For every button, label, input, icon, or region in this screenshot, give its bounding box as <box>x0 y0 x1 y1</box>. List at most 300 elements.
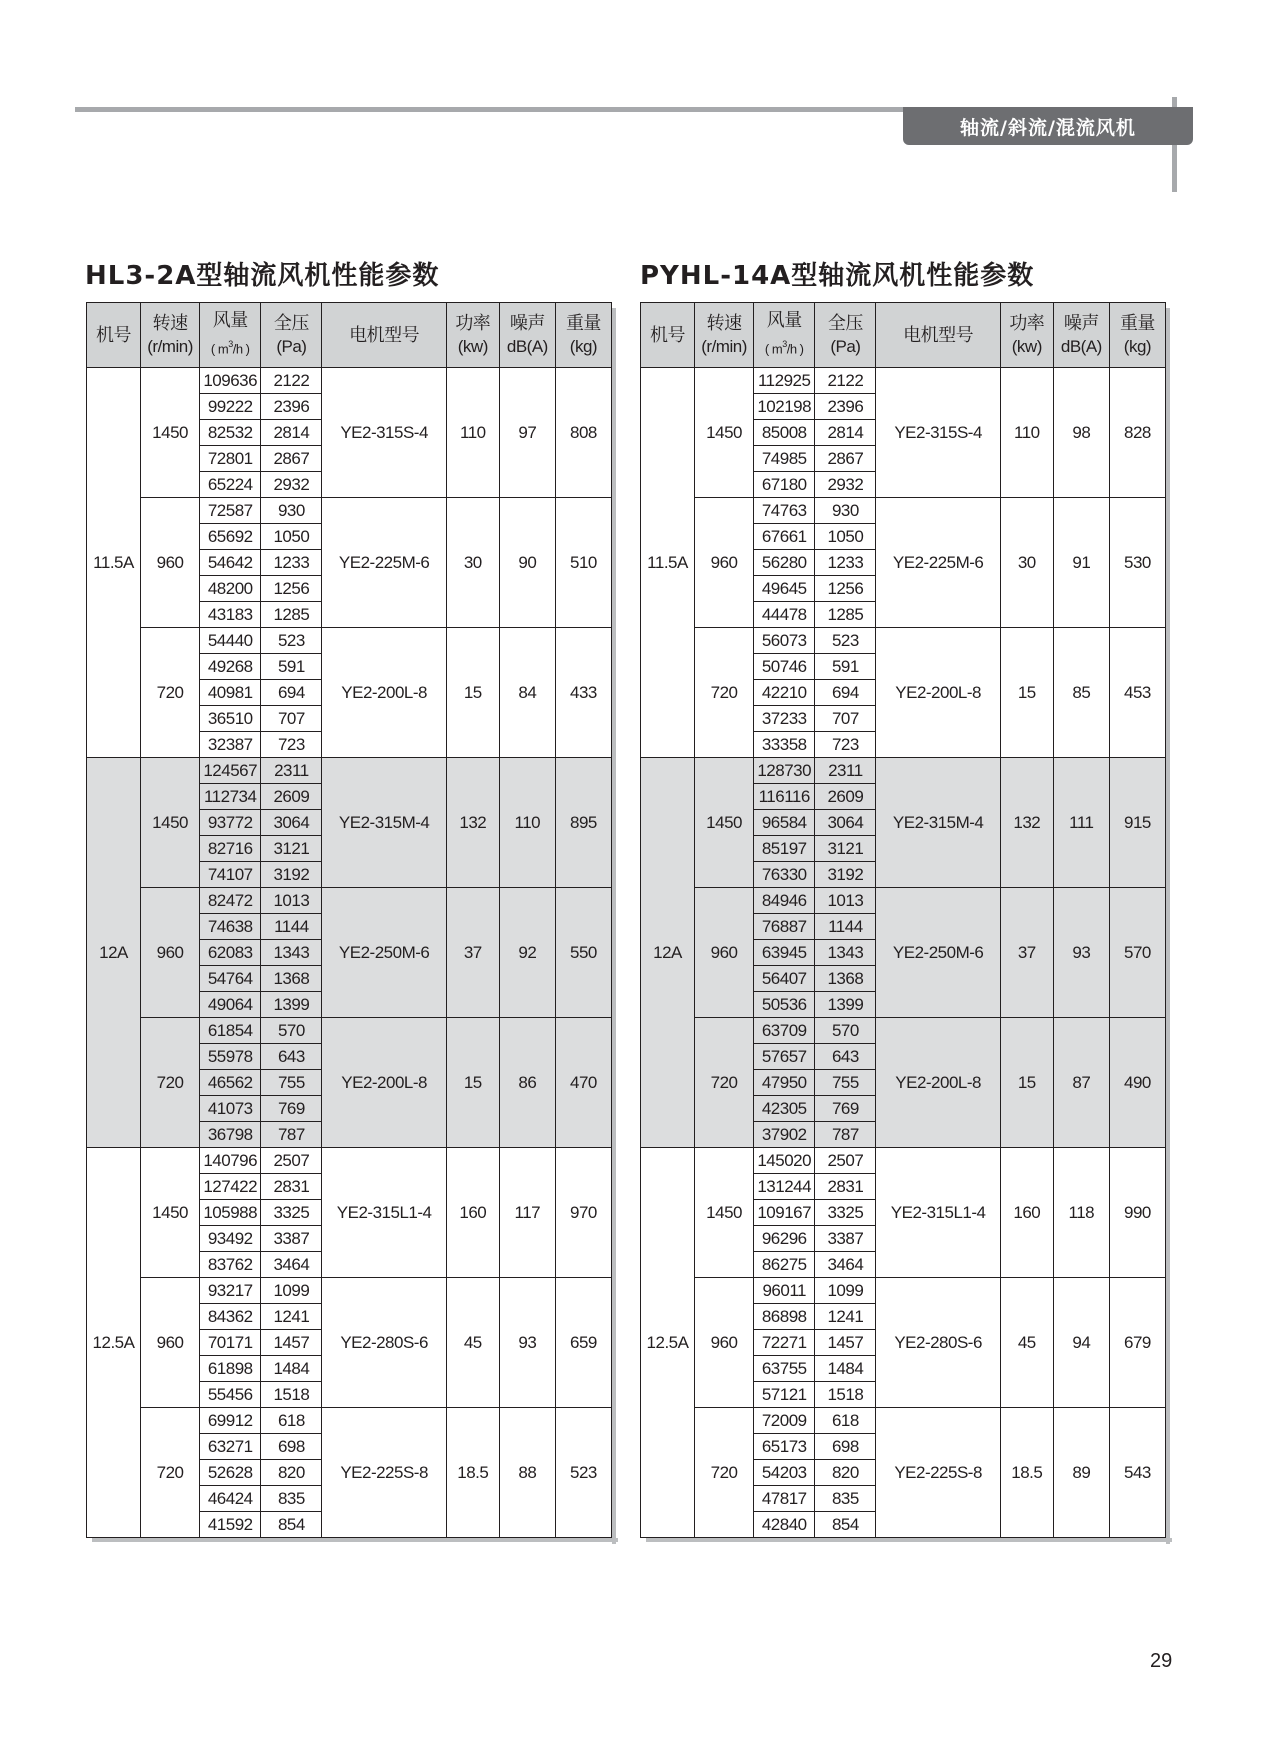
cell-flow: 70171 <box>200 1330 261 1356</box>
cell-pressure: 835 <box>815 1486 876 1512</box>
header-noise <box>1053 303 1109 368</box>
cell-pressure: 1285 <box>815 602 876 628</box>
header-pressure-label: 全压 <box>273 313 309 333</box>
cell-flow: 131244 <box>754 1174 815 1200</box>
cell-flow: 48200 <box>200 576 261 602</box>
cell-flow: 140796 <box>200 1148 261 1174</box>
table-row <box>641 1148 1166 1174</box>
cell-power: 15 <box>446 628 499 758</box>
cell-pressure: 3064 <box>261 810 322 836</box>
cell-flow: 55456 <box>200 1382 261 1408</box>
cell-flow: 50746 <box>754 654 815 680</box>
cell-pressure: 723 <box>815 732 876 758</box>
cell-model: 12.5A <box>641 1148 695 1538</box>
cell-power: 160 <box>1000 1148 1053 1278</box>
cell-flow: 50536 <box>754 992 815 1018</box>
cell-flow: 69912 <box>200 1408 261 1434</box>
cell-motor: YE2-315S-4 <box>876 368 1000 498</box>
model-block <box>641 368 1166 758</box>
header-row <box>87 303 612 368</box>
cell-flow: 57657 <box>754 1044 815 1070</box>
cell-speed: 720 <box>141 1408 200 1538</box>
cell-power: 110 <box>446 368 499 498</box>
header-noise-label: 噪声 <box>509 313 545 333</box>
cell-flow: 76330 <box>754 862 815 888</box>
cell-power: 45 <box>1000 1278 1053 1408</box>
header-power-unit: (kw) <box>457 337 488 356</box>
table-row <box>87 368 612 394</box>
cell-pressure: 820 <box>815 1460 876 1486</box>
cell-flow: 72587 <box>200 498 261 524</box>
cell-pressure: 3064 <box>815 810 876 836</box>
model-block <box>87 368 612 758</box>
header-noise-unit: dB(A) <box>506 337 548 356</box>
table-title-pyhl: PYHL-14A型轴流风机性能参数 <box>640 261 1035 291</box>
cell-noise: 110 <box>499 758 555 888</box>
cell-flow: 83762 <box>200 1252 261 1278</box>
cell-pressure: 1233 <box>815 550 876 576</box>
cell-speed: 720 <box>141 1018 200 1148</box>
cell-weight: 530 <box>1109 498 1165 628</box>
header-pressure-unit: (Pa) <box>276 337 307 356</box>
header-row <box>641 303 1166 368</box>
cell-flow: 42210 <box>754 680 815 706</box>
cell-flow: 55978 <box>200 1044 261 1070</box>
header-power-label: 功率 <box>455 313 491 333</box>
cell-flow: 42305 <box>754 1096 815 1122</box>
cell-power: 45 <box>446 1278 499 1408</box>
cell-flow: 76887 <box>754 914 815 940</box>
cell-motor: YE2-250M-6 <box>322 888 446 1018</box>
cell-pressure: 2311 <box>815 758 876 784</box>
table-row <box>641 368 1166 394</box>
cell-speed: 720 <box>695 1408 754 1538</box>
header-weight-unit: (kg) <box>1123 337 1152 356</box>
cell-pressure: 755 <box>261 1070 322 1096</box>
cell-flow: 61898 <box>200 1356 261 1382</box>
cell-flow: 32387 <box>200 732 261 758</box>
header-weight-unit: (kg) <box>569 337 598 356</box>
cell-motor: YE2-225S-8 <box>322 1408 446 1538</box>
cell-power: 30 <box>1000 498 1053 628</box>
header-speed-label: 转速 <box>152 313 188 333</box>
table-title-hl3: HL3-2A型轴流风机性能参数 <box>85 261 440 291</box>
cell-pressure: 3464 <box>261 1252 322 1278</box>
cell-flow: 36798 <box>200 1122 261 1148</box>
cell-weight: 970 <box>555 1148 611 1278</box>
cell-flow: 127422 <box>200 1174 261 1200</box>
cell-flow: 62083 <box>200 940 261 966</box>
cell-weight: 895 <box>555 758 611 888</box>
flow-unit-pre: ( m <box>210 341 229 357</box>
cell-power: 132 <box>446 758 499 888</box>
cell-speed: 720 <box>141 628 200 758</box>
cell-flow: 63271 <box>200 1434 261 1460</box>
model-block <box>87 1148 612 1538</box>
cell-flow: 99222 <box>200 394 261 420</box>
flow-unit-sup: 3 <box>782 339 787 350</box>
table-wrap-pyhl <box>640 302 1166 1538</box>
cell-flow: 128730 <box>754 758 815 784</box>
table-row <box>641 1018 1166 1044</box>
cell-flow: 57121 <box>754 1382 815 1408</box>
table-row <box>641 888 1166 914</box>
flow-unit-post: /h ) <box>232 341 250 357</box>
cell-pressure: 930 <box>815 498 876 524</box>
cell-weight: 470 <box>555 1018 611 1148</box>
cell-flow: 86275 <box>754 1252 815 1278</box>
cell-noise: 88 <box>499 1408 555 1538</box>
header-pressure <box>261 303 322 368</box>
header-flow <box>754 303 815 368</box>
cell-flow: 82716 <box>200 836 261 862</box>
cell-power: 37 <box>1000 888 1053 1018</box>
header-flow-unit <box>754 332 814 362</box>
cell-weight: 523 <box>555 1408 611 1538</box>
cell-flow: 74985 <box>754 446 815 472</box>
cell-pressure: 2932 <box>815 472 876 498</box>
header-power <box>446 303 499 368</box>
cell-flow: 41073 <box>200 1096 261 1122</box>
cell-pressure: 694 <box>815 680 876 706</box>
cell-flow: 82472 <box>200 888 261 914</box>
cell-pressure: 2867 <box>815 446 876 472</box>
cell-flow: 44478 <box>754 602 815 628</box>
page-number: 29 <box>1150 1650 1173 1672</box>
cell-noise: 94 <box>1053 1278 1109 1408</box>
cell-pressure: 1343 <box>815 940 876 966</box>
cell-motor: YE2-250M-6 <box>876 888 1000 1018</box>
cell-pressure: 1256 <box>815 576 876 602</box>
cell-weight: 543 <box>1109 1408 1165 1538</box>
cell-speed: 960 <box>695 498 754 628</box>
cell-pressure: 698 <box>261 1434 322 1460</box>
flow-unit-post: /h ) <box>786 341 804 357</box>
cell-pressure: 1399 <box>261 992 322 1018</box>
cell-power: 15 <box>1000 1018 1053 1148</box>
cell-noise: 97 <box>499 368 555 498</box>
cell-pressure: 2831 <box>815 1174 876 1200</box>
cell-pressure: 1099 <box>815 1278 876 1304</box>
cell-weight: 828 <box>1109 368 1165 498</box>
cell-pressure: 523 <box>815 628 876 654</box>
cell-flow: 145020 <box>754 1148 815 1174</box>
cell-motor: YE2-200L-8 <box>322 1018 446 1148</box>
cell-pressure: 2122 <box>261 368 322 394</box>
cell-pressure: 707 <box>815 706 876 732</box>
cell-speed: 1450 <box>695 368 754 498</box>
cell-power: 30 <box>446 498 499 628</box>
cell-noise: 91 <box>1053 498 1109 628</box>
cell-pressure: 643 <box>815 1044 876 1070</box>
cell-flow: 49645 <box>754 576 815 602</box>
cell-weight: 490 <box>1109 1018 1165 1148</box>
cell-flow: 85197 <box>754 836 815 862</box>
cell-flow: 56407 <box>754 966 815 992</box>
cell-speed: 1450 <box>141 1148 200 1278</box>
cell-flow: 109636 <box>200 368 261 394</box>
cell-flow: 37902 <box>754 1122 815 1148</box>
cell-pressure: 618 <box>261 1408 322 1434</box>
cell-pressure: 1144 <box>261 914 322 940</box>
table-row <box>87 628 612 654</box>
cell-flow: 37233 <box>754 706 815 732</box>
cell-noise: 98 <box>1053 368 1109 498</box>
cell-pressure: 930 <box>261 498 322 524</box>
cell-flow: 72009 <box>754 1408 815 1434</box>
cell-pressure: 854 <box>261 1512 322 1538</box>
cell-pressure: 2814 <box>815 420 876 446</box>
cell-motor: YE2-225M-6 <box>322 498 446 628</box>
cell-flow: 109167 <box>754 1200 815 1226</box>
cell-pressure: 707 <box>261 706 322 732</box>
cell-flow: 96296 <box>754 1226 815 1252</box>
cell-noise: 93 <box>1053 888 1109 1018</box>
cell-flow: 67661 <box>754 524 815 550</box>
header-power-label: 功率 <box>1009 313 1045 333</box>
cell-weight: 550 <box>555 888 611 1018</box>
cell-pressure: 2831 <box>261 1174 322 1200</box>
cell-weight: 659 <box>555 1278 611 1408</box>
header-power-unit: (kw) <box>1011 337 1042 356</box>
header-speed-unit: (r/min) <box>147 337 193 356</box>
header-noise-unit: dB(A) <box>1060 337 1102 356</box>
model-block <box>641 758 1166 1148</box>
cell-noise: 90 <box>499 498 555 628</box>
cell-flow: 84362 <box>200 1304 261 1330</box>
cell-power: 18.5 <box>1000 1408 1053 1538</box>
cell-motor: YE2-315S-4 <box>322 368 446 498</box>
table-row <box>87 888 612 914</box>
cell-flow: 46424 <box>200 1486 261 1512</box>
cell-pressure: 591 <box>261 654 322 680</box>
model-block <box>87 758 612 1148</box>
cell-pressure: 769 <box>261 1096 322 1122</box>
cell-flow: 61854 <box>200 1018 261 1044</box>
header-model <box>87 303 141 368</box>
cell-weight: 453 <box>1109 628 1165 758</box>
cell-pressure: 787 <box>815 1122 876 1148</box>
header-flow-label: 风量 <box>212 310 248 331</box>
header-flow-unit <box>200 332 260 362</box>
cell-flow: 72271 <box>754 1330 815 1356</box>
cell-power: 110 <box>1000 368 1053 498</box>
table-row <box>87 1278 612 1304</box>
cell-flow: 52628 <box>200 1460 261 1486</box>
cell-speed: 960 <box>695 1278 754 1408</box>
cell-flow: 84946 <box>754 888 815 914</box>
cell-pressure: 835 <box>261 1486 322 1512</box>
cell-pressure: 854 <box>815 1512 876 1538</box>
cell-flow: 116116 <box>754 784 815 810</box>
cell-pressure: 1518 <box>261 1382 322 1408</box>
cell-pressure: 723 <box>261 732 322 758</box>
cell-flow: 112925 <box>754 368 815 394</box>
table-shadow <box>92 1538 618 1542</box>
header-model <box>641 303 695 368</box>
cell-flow: 56280 <box>754 550 815 576</box>
cell-noise: 89 <box>1053 1408 1109 1538</box>
header-weight <box>1109 303 1165 368</box>
cell-pressure: 1241 <box>261 1304 322 1330</box>
header-model-label: 机号 <box>96 325 131 345</box>
header-power <box>1000 303 1053 368</box>
cell-motor: YE2-280S-6 <box>322 1278 446 1408</box>
cell-flow: 96011 <box>754 1278 815 1304</box>
cell-weight: 808 <box>555 368 611 498</box>
header-pressure-unit: (Pa) <box>830 337 861 356</box>
cell-pressure: 1484 <box>261 1356 322 1382</box>
cell-noise: 118 <box>1053 1148 1109 1278</box>
table-shadow <box>646 1538 1172 1542</box>
cell-flow: 42840 <box>754 1512 815 1538</box>
header-motor-label: 电机型号 <box>349 325 420 345</box>
cell-pressure: 570 <box>261 1018 322 1044</box>
table-row <box>641 1278 1166 1304</box>
cell-flow: 96584 <box>754 810 815 836</box>
model-block <box>641 1148 1166 1538</box>
cell-flow: 40981 <box>200 680 261 706</box>
table-shadow <box>1166 308 1170 1544</box>
table-row <box>87 498 612 524</box>
table-row <box>641 1408 1166 1434</box>
cell-weight: 433 <box>555 628 611 758</box>
cell-flow: 65173 <box>754 1434 815 1460</box>
cell-pressure: 1457 <box>261 1330 322 1356</box>
cell-noise: 117 <box>499 1148 555 1278</box>
cell-pressure: 2814 <box>261 420 322 446</box>
cell-flow: 47817 <box>754 1486 815 1512</box>
cell-model: 12A <box>87 758 141 1148</box>
cell-pressure: 769 <box>815 1096 876 1122</box>
cell-flow: 41592 <box>200 1512 261 1538</box>
header-speed <box>695 303 754 368</box>
cell-flow: 43183 <box>200 602 261 628</box>
header-pressure <box>815 303 876 368</box>
cell-pressure: 3121 <box>815 836 876 862</box>
cell-noise: 93 <box>499 1278 555 1408</box>
header-speed <box>141 303 200 368</box>
cell-pressure: 1050 <box>261 524 322 550</box>
cell-flow: 85008 <box>754 420 815 446</box>
cell-pressure: 1013 <box>815 888 876 914</box>
cell-weight: 570 <box>1109 888 1165 1018</box>
cell-pressure: 1457 <box>815 1330 876 1356</box>
cell-speed: 960 <box>141 1278 200 1408</box>
section-badge: 轴流/斜流/混流风机 <box>903 107 1193 145</box>
cell-pressure: 1256 <box>261 576 322 602</box>
cell-flow: 67180 <box>754 472 815 498</box>
cell-speed: 960 <box>141 498 200 628</box>
cell-power: 132 <box>1000 758 1053 888</box>
cell-model: 11.5A <box>87 368 141 758</box>
cell-pressure: 1399 <box>815 992 876 1018</box>
header-motor <box>322 303 446 368</box>
cell-power: 160 <box>446 1148 499 1278</box>
cell-pressure: 1368 <box>815 966 876 992</box>
cell-flow: 74638 <box>200 914 261 940</box>
cell-motor: YE2-315M-4 <box>322 758 446 888</box>
cell-pressure: 1368 <box>261 966 322 992</box>
performance-table-hl3 <box>86 302 612 1538</box>
cell-flow: 63945 <box>754 940 815 966</box>
cell-motor: YE2-200L-8 <box>876 628 1000 758</box>
cell-pressure: 755 <box>815 1070 876 1096</box>
cell-weight: 679 <box>1109 1278 1165 1408</box>
cell-flow: 112734 <box>200 784 261 810</box>
cell-pressure: 2396 <box>261 394 322 420</box>
cell-pressure: 2396 <box>815 394 876 420</box>
cell-pressure: 2609 <box>261 784 322 810</box>
cell-pressure: 1013 <box>261 888 322 914</box>
cell-flow: 63709 <box>754 1018 815 1044</box>
table-row <box>87 1148 612 1174</box>
cell-pressure: 1233 <box>261 550 322 576</box>
cell-model: 12A <box>641 758 695 1148</box>
cell-motor: YE2-200L-8 <box>322 628 446 758</box>
cell-flow: 49268 <box>200 654 261 680</box>
cell-flow: 63755 <box>754 1356 815 1382</box>
cell-speed: 960 <box>695 888 754 1018</box>
header-motor <box>876 303 1000 368</box>
cell-pressure: 1144 <box>815 914 876 940</box>
header-speed-label: 转速 <box>706 313 742 333</box>
cell-pressure: 591 <box>815 654 876 680</box>
cell-weight: 990 <box>1109 1148 1165 1278</box>
cell-motor: YE2-315L1-4 <box>322 1148 446 1278</box>
cell-speed: 960 <box>141 888 200 1018</box>
cell-flow: 74107 <box>200 862 261 888</box>
cell-speed: 1450 <box>695 1148 754 1278</box>
cell-pressure: 3464 <box>815 1252 876 1278</box>
cell-speed: 1450 <box>141 368 200 498</box>
header-motor-label: 电机型号 <box>903 325 974 345</box>
cell-motor: YE2-200L-8 <box>876 1018 1000 1148</box>
cell-flow: 65224 <box>200 472 261 498</box>
cell-weight: 510 <box>555 498 611 628</box>
cell-pressure: 2122 <box>815 368 876 394</box>
cell-flow: 86898 <box>754 1304 815 1330</box>
cell-pressure: 2609 <box>815 784 876 810</box>
cell-noise: 111 <box>1053 758 1109 888</box>
cell-flow: 124567 <box>200 758 261 784</box>
table-row <box>641 628 1166 654</box>
cell-pressure: 698 <box>815 1434 876 1460</box>
header-weight <box>555 303 611 368</box>
cell-pressure: 1241 <box>815 1304 876 1330</box>
cell-pressure: 3325 <box>815 1200 876 1226</box>
cell-pressure: 3192 <box>261 862 322 888</box>
cell-power: 18.5 <box>446 1408 499 1538</box>
header-model-label: 机号 <box>650 325 685 345</box>
cell-pressure: 2311 <box>261 758 322 784</box>
cell-noise: 86 <box>499 1018 555 1148</box>
cell-pressure: 694 <box>261 680 322 706</box>
cell-flow: 49064 <box>200 992 261 1018</box>
cell-weight: 915 <box>1109 758 1165 888</box>
cell-flow: 33358 <box>754 732 815 758</box>
cell-flow: 56073 <box>754 628 815 654</box>
cell-flow: 65692 <box>200 524 261 550</box>
cell-pressure: 1285 <box>261 602 322 628</box>
cell-pressure: 1518 <box>815 1382 876 1408</box>
cell-motor: YE2-225M-6 <box>876 498 1000 628</box>
cell-pressure: 618 <box>815 1408 876 1434</box>
cell-power: 15 <box>1000 628 1053 758</box>
cell-pressure: 2507 <box>815 1148 876 1174</box>
cell-pressure: 3387 <box>815 1226 876 1252</box>
cell-noise: 87 <box>1053 1018 1109 1148</box>
